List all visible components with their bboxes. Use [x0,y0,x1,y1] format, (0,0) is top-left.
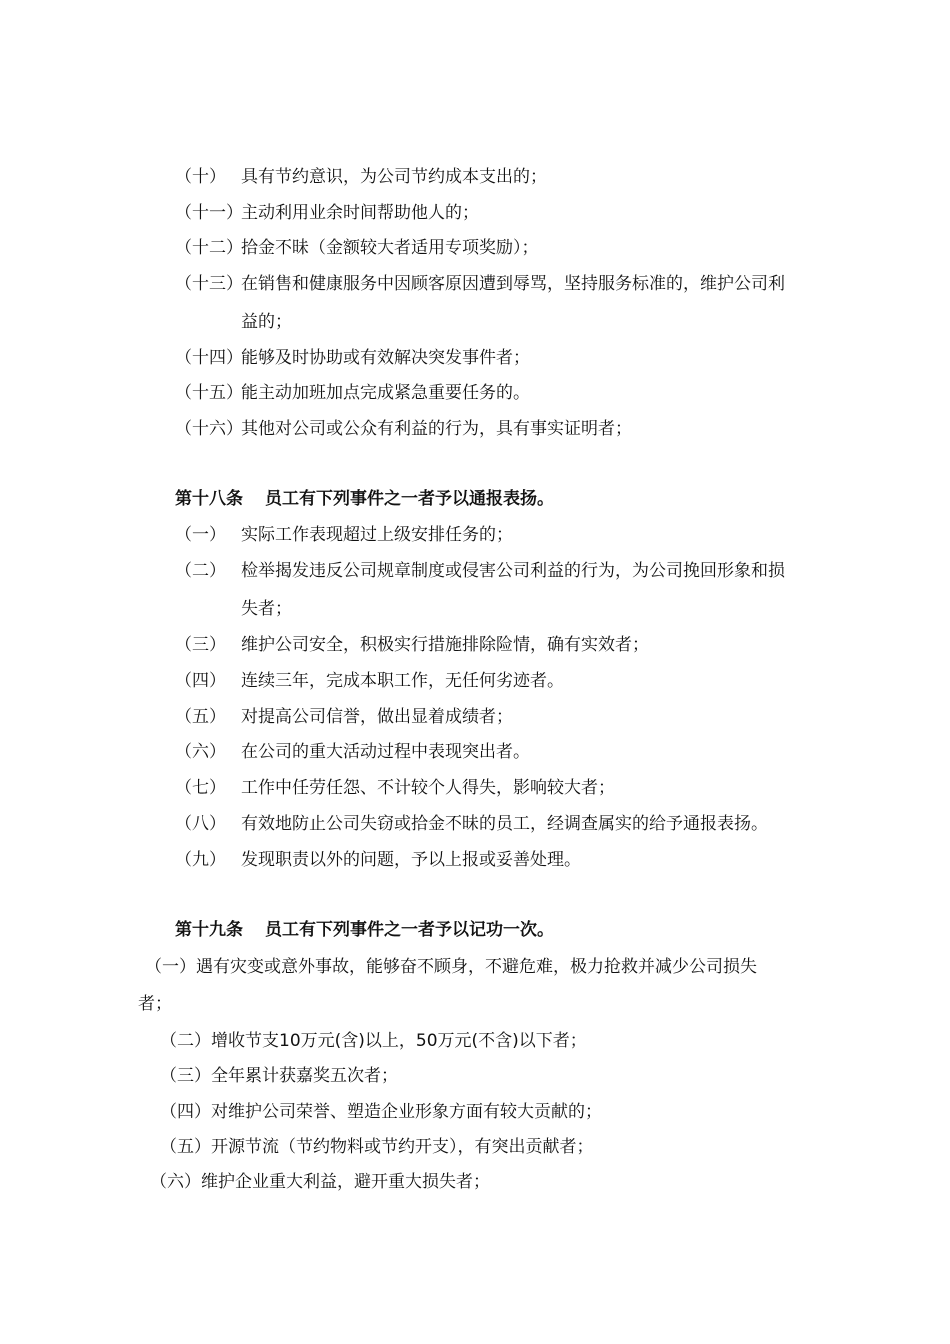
list-item [175,740,875,764]
item-text: 益的； [241,312,292,332]
list-item [175,633,875,657]
article-18-heading [175,487,875,511]
list-item [175,812,875,836]
item-number: （十二） [175,238,243,258]
item-text: 失者； [241,599,292,619]
list-item [160,1100,860,1124]
item-text: （四）对维护公司荣誉、塑造企业形象方面有较大贡献的； [160,1102,602,1122]
item-text: （三）全年累计获嘉奖五次者； [160,1066,398,1086]
item-text: （二）增收节支10万元(含)以上，50万元(不含)以下者； [160,1031,587,1051]
item-text: 实际工作表现超过上级安排任务的； [241,525,513,545]
list-item [175,381,875,405]
article-title: 员工有下列事件之一者予以记功一次。 [265,920,554,940]
item-number: （十一） [175,203,243,223]
list-item [175,201,875,225]
item-number: （八） [175,814,226,834]
list-item [175,523,875,547]
list-item [160,1135,860,1159]
list-item [175,417,875,441]
list-item [145,955,875,979]
item-number: （十三） [175,274,243,294]
item-text: （六）维护企业重大利益，避开重大损失者； [150,1172,490,1192]
list-item [160,1029,860,1053]
item-number: （十四） [175,348,243,368]
article-number: 第十九条 [175,920,243,940]
item-text: 在销售和健康服务中因顾客原因遭到辱骂，坚持服务标准的，维护公司利 [241,274,785,294]
item-text: 拾金不昧（金额较大者适用专项奖励）； [241,238,539,258]
item-text: 能主动加班加点完成紧急重要任务的。 [241,383,530,403]
item-number: （十五） [175,383,243,403]
list-item [175,669,875,693]
item-text: （五）开源节流（节约物料或节约开支），有突出贡献者； [160,1137,594,1157]
item-number: （五） [175,707,226,727]
item-text: 主动利用业余时间帮助他人的； [241,203,479,223]
list-item [175,346,875,370]
list-item-continuation [241,310,841,334]
item-text: 对提高公司信誉，做出显着成绩者； [241,707,513,727]
list-item [175,165,875,189]
item-text: 具有节约意识，为公司节约成本支出的； [241,167,547,187]
item-number: （二） [175,561,226,581]
article-19-heading [175,918,875,942]
item-text: （一）遇有灾变或意外事故，能够奋不顾身，不避危难，极力抢救并减少公司损失 [145,957,757,977]
item-number: （十） [175,167,226,187]
item-text: 者； [138,994,172,1014]
list-item-continuation [138,992,438,1016]
item-number: （六） [175,742,226,762]
item-text: 维护公司安全，积极实行措施排除险情，确有实效者； [241,635,649,655]
item-text: 有效地防止公司失窃或拾金不昧的员工，经调查属实的给予通报表扬。 [241,814,768,834]
list-item [175,559,875,583]
item-number: （九） [175,850,226,870]
item-text: 检举揭发违反公司规章制度或侵害公司利益的行为，为公司挽回形象和损 [241,561,785,581]
item-text: 工作中任劳任怨、不计较个人得失，影响较大者； [241,778,615,798]
item-text: 在公司的重大活动过程中表现突出者。 [241,742,530,762]
article-title: 员工有下列事件之一者予以通报表扬。 [265,489,554,509]
item-number: （一） [175,525,226,545]
list-item-continuation [241,597,841,621]
list-item [175,272,875,296]
list-item [150,1170,850,1194]
item-text: 发现职责以外的问题，予以上报或妥善处理。 [241,850,581,870]
item-text: 能够及时协助或有效解决突发事件者； [241,348,530,368]
list-item [175,236,875,260]
list-item [175,776,875,800]
item-number: （四） [175,671,226,691]
list-item [175,705,875,729]
item-number: （三） [175,635,226,655]
item-number: （七） [175,778,226,798]
list-item [175,848,875,872]
list-item [160,1064,860,1088]
item-number: （十六） [175,419,243,439]
article-number: 第十八条 [175,489,243,509]
item-text: 连续三年，完成本职工作，无任何劣迹者。 [241,671,564,691]
item-text: 其他对公司或公众有利益的行为，具有事实证明者； [241,419,632,439]
